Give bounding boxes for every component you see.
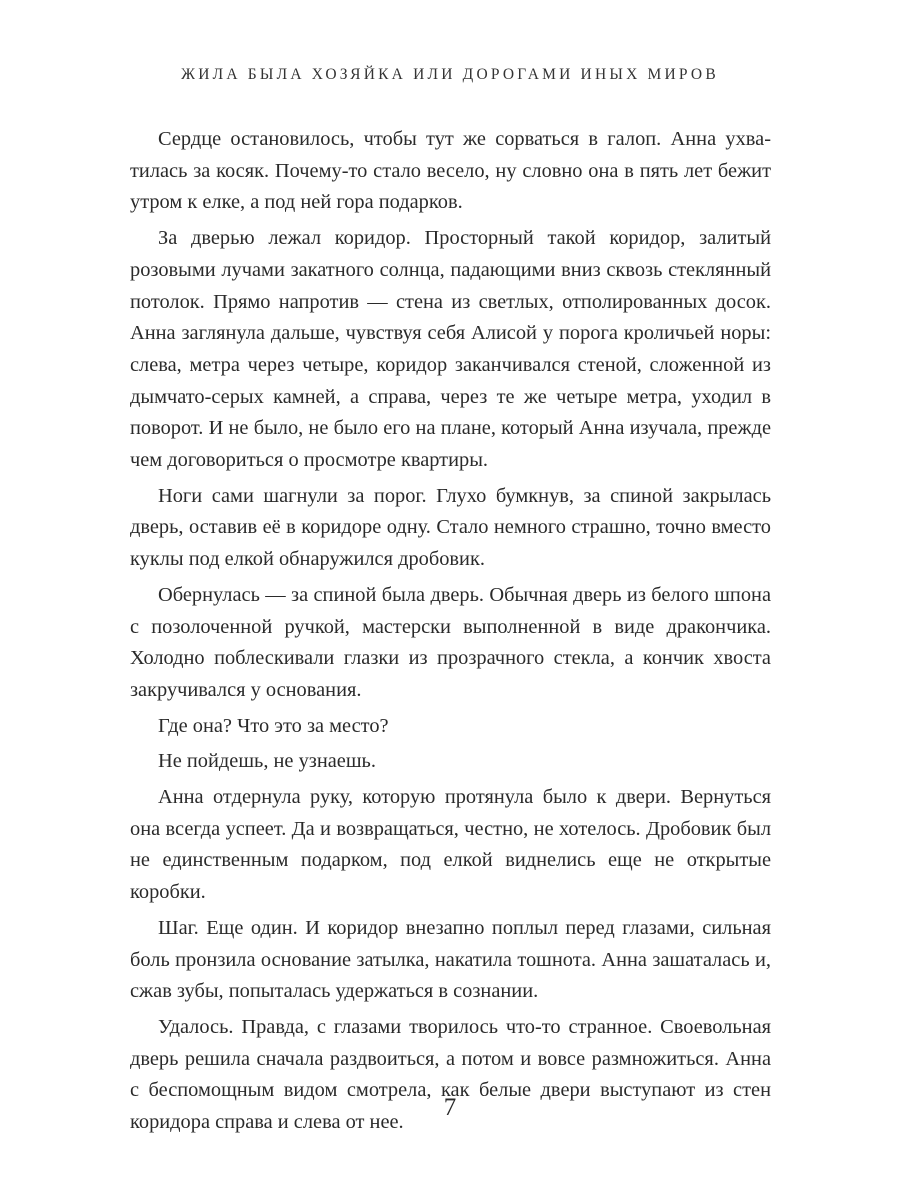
running-head: ЖИЛА БЫЛА ХОЗЯЙКА ИЛИ ДОРОГАМИ ИНЫХ МИРОВ [181,66,719,83]
paragraph: Обернулась — за спиной была дверь. Обычная дверь из белого шпона с позолоченной ручкой, мастерски выполненной в виде дракончика. Холодно поблескивали глазки из прозрачного стекла, а кончик хвоста закручивался у основания. [130,583,771,701]
paragraph: Сердце остановилось, чтобы тут же сорваться в галоп. Анна ухватилась за косяк. Почему-то стало весело, ну словно она в пять лет бежит утром к елке, а под ней гора подарков. [130,128,771,214]
paragraph: Ноги сами шагнули за порог. Глухо бумкнув, за спиной закрылась дверь, оставив её в коридоре одну. Стало немного страшно, точно вместо куклы под елкой обнаружился дробовик. [130,484,771,571]
paragraph: Где она? Что это за место? [158,714,389,737]
paragraph: Анна отдернула руку, которую протянула было к двери. Вернуться она всегда успеет. Да и возвращаться, честно, не хотелось. Дробовик был не единственным подарком, под елкой виднелись еще не открытые коробки. [130,786,771,904]
body-text [130,124,771,1143]
paragraph: За дверью лежал коридор. Просторный такой коридор, залитый розовыми лучами закатного солнца, падающими вниз сквозь стеклянный потолок. Прямо напротив — стена из светлых, отполированных досок. Анна заглянула дальше, чувствуя себя Алисой у порога кроличьей норы: слева, метра через четыре, коридор заканчивался стеной, сложенной из дымчато-серых камней, а справа, через те же четыре метра, уходил в поворот. И не было, не было его на плане, который Анна изучала, прежде чем договориться о просмотре квартиры. [130,227,771,472]
page-number: 7 [443,1094,457,1121]
paragraph: Удалось. Правда, с глазами творилось что-то странное. Своевольная дверь решила сначала раздвоиться, а потом и вовсе размножиться. Анна с беспомощным видом смотрела, как белые двери выступают из стен коридора справа и слева от нее. [130,1015,771,1134]
paragraph: Шаг. Еще один. И коридор внезапно поплыл перед глазами, сильная боль пронзила основание затылка, накатила тошнота. Анна зашаталась и, сжав зубы, попыталась удержаться в сознании. [130,916,771,1003]
paragraph: Не пойдешь, не узнаешь. [158,750,376,773]
